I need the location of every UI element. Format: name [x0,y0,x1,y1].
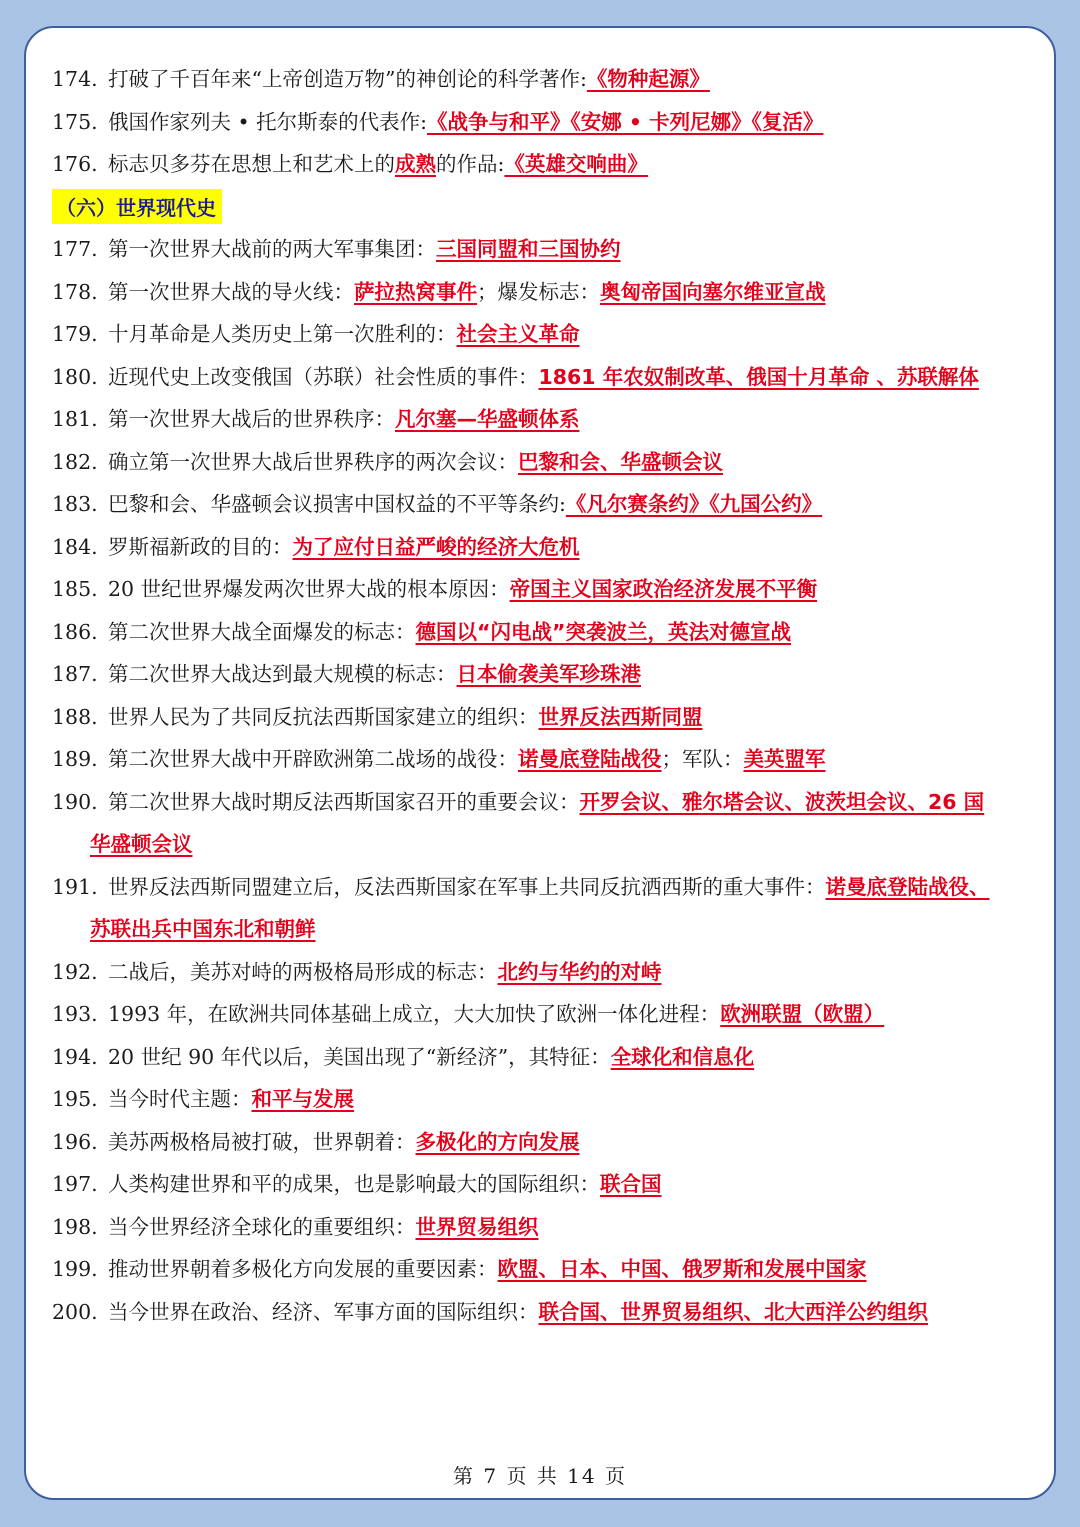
list-item: 195. 当今时代主题：和平与发展 [52,1087,354,1111]
answer-text: 《英雄交响曲》 [504,152,648,176]
question-text: 1993 年，在欧洲共同体基础上成立，大大加快了欧洲一体化进程： [108,1002,721,1026]
list-item: 193. 1993 年，在欧洲共同体基础上成立，大大加快了欧洲一体化进程：欧洲联盟（欧盟） [52,1002,885,1026]
list-item: 174. 打破了千百年来“上帝创造万物”的神创论的科学著作:《物种起源》 [52,67,710,91]
question-text: 确立第一次世界大战后世界秩序的两次会议： [108,449,518,474]
answer-text: 德国以“闪电战”突袭波兰，英法对德宣战 [415,619,791,644]
list-item: 182. 确立第一次世界大战后世界秩序的两次会议：巴黎和会、华盛顿会议 [52,449,723,474]
question-text: 美苏两极格局被打破，世界朝着： [108,1129,416,1154]
list-item: 200. 当今世界在政治、经济、军事方面的国际组织：联合国、世界贸易组织、北大西洋公约组织 [52,1299,928,1324]
question-text: 第二次世界大战全面爆发的标志： [108,619,416,644]
answer-text: 社会主义革命 [456,322,580,346]
answer-text: 奥匈帝国向塞尔维亚宣战 [600,279,826,304]
content-list [52,58,1042,1333]
question-text: 巴黎和会、华盛顿会议损害中国权益的不平等条约: [108,492,566,516]
answer-text: 开罗会议、雅尔塔会议、波茨坦会议、26 国 [579,789,985,814]
answer-text: 和平与发展 [251,1087,354,1111]
list-item: 192. 二战后，美苏对峙的两极格局形成的标志：北约与华约的对峙 [52,959,662,984]
answer-text: 萨拉热窝事件 [354,279,477,304]
answer-text: 帝国主义国家政治经济发展不平衡 [509,577,818,601]
answer-text: 《战争与和平》《安娜 • 卡列尼娜》《复活》 [427,109,824,134]
list-item-continuation [52,823,1042,866]
answer-text: 日本偷袭美军珍珠港 [456,662,641,686]
answer-text: 1861 年农奴制改革、俄国十月革命 、苏联解体 [538,364,979,389]
answer-text: 《凡尔赛条约》《九国公约》 [565,492,823,516]
list-item: 179. 十月革命是人类历史上第一次胜利的：社会主义革命 [52,322,580,346]
answer-text: 多极化的方向发展 [415,1129,580,1154]
list-item: 183. 巴黎和会、华盛顿会议损害中国权益的不平等条约:《凡尔赛条约》《九国公约》 [52,492,823,516]
list-item: 177. 第一次世界大战前的两大军事集团：三国同盟和三国协约 [52,237,621,261]
answer-text: 华盛顿会议 [90,832,193,856]
list-item-continuation [52,908,1042,951]
highlight-text: 成熟 [395,152,436,176]
question-text: 标志贝多芬在思想上和艺术上的 [108,152,395,176]
list-item: 176. 标志贝多芬在思想上和艺术上的成熟的作品:《英雄交响曲》 [52,152,648,176]
question-text: ；军队： [661,747,744,771]
answer-text: 北约与华约的对峙 [497,959,662,984]
question-text: 俄国作家列夫 • 托尔斯泰的代表作: [108,109,428,134]
answer-text: 为了应付日益严峻的经济大危机 [292,534,580,559]
list-item: 180. 近现代史上改变俄国（苏联）社会性质的事件：1861 年农奴制改革、俄国十月革命 、苏联解体 [52,364,979,389]
section-heading-row [52,186,1042,229]
question-text: 当今世界在政治、经济、军事方面的国际组织： [108,1299,539,1324]
question-text: ；爆发标志： [477,279,600,304]
answer-text: 苏联出兵中国东北和朝鲜 [90,917,316,941]
document-page [24,26,1056,1500]
question-text: 世界反法西斯同盟建立后，反法西斯国家在军事上共同反抗洒西斯的重大事件： [108,874,826,899]
list-item: 190. 第二次世界大战时期反法西斯国家召开的重要会议：开罗会议、雅尔塔会议、波茨坦会议、26 国 [52,789,985,814]
answer-text: 世界贸易组织 [415,1214,539,1239]
list-item: 186. 第二次世界大战全面爆发的标志：德国以“闪电战”突袭波兰，英法对德宣战 [52,619,791,644]
list-item: 188. 世界人民为了共同反抗法西斯国家建立的组织：世界反法西斯同盟 [52,704,703,729]
list-item: 191. 世界反法西斯同盟建立后，反法西斯国家在军事上共同反抗洒西斯的重大事件：诺曼底登陆战役、 [52,874,990,899]
answer-text: 巴黎和会、华盛顿会议 [518,449,723,474]
page-footer: 第 7 页 共 14 页 [453,1464,627,1488]
question-text: 第一次世界大战前的两大军事集团： [108,237,436,261]
section-heading: （六）世界现代史 [52,189,222,224]
list-item: 198. 当今世界经济全球化的重要组织：世界贸易组织 [52,1214,539,1239]
question-text: 罗斯福新政的目的： [108,534,293,559]
answer-text: 《物种起源》 [586,67,710,91]
answer-text: 诺曼底登陆战役、 [825,874,990,899]
question-text: 20 世纪世界爆发两次世界大战的根本原因： [108,577,510,601]
list-item: 178. 第一次世界大战的导火线：萨拉热窝事件；爆发标志：奥匈帝国向塞尔维亚宣战 [52,279,826,304]
question-text: 二战后，美苏对峙的两极格局形成的标志： [108,959,498,984]
answer-text: 欧盟、日本、中国、俄罗斯和发展中国家 [497,1257,867,1281]
question-text: 的作品: [436,152,505,176]
question-text: 当今世界经济全球化的重要组织： [108,1214,416,1239]
answer-text: 世界反法西斯同盟 [538,704,703,729]
question-text: 世界人民为了共同反抗法西斯国家建立的组织： [108,704,539,729]
question-text: 第一次世界大战的导火线： [108,279,354,304]
answer-text: 欧洲联盟（欧盟） [720,1002,885,1026]
list-item: 185. 20 世纪世界爆发两次世界大战的根本原因：帝国主义国家政治经济发展不平衡 [52,577,818,601]
answer-text: 全球化和信息化 [610,1044,755,1069]
question-text: 十月革命是人类历史上第一次胜利的： [108,322,457,346]
answer-text: 美英盟军 [743,747,826,771]
question-text: 第二次世界大战时期反法西斯国家召开的重要会议： [108,789,580,814]
list-item: 175. 俄国作家列夫 • 托尔斯泰的代表作:《战争与和平》《安娜 • 卡列尼娜》《复活》 [52,109,824,134]
list-item: 196. 美苏两极格局被打破，世界朝着：多极化的方向发展 [52,1129,580,1154]
list-item: 184. 罗斯福新政的目的：为了应付日益严峻的经济大危机 [52,534,580,559]
answer-text: 三国同盟和三国协约 [436,237,621,261]
question-text: 打破了千百年来“上帝创造万物”的神创论的科学著作: [108,67,587,91]
question-text: 20 世纪 90 年代以后，美国出现了“新经济”，其特征： [108,1044,611,1069]
question-text: 第一次世界大战后的世界秩序： [108,407,395,431]
question-text: 近现代史上改变俄国（苏联）社会性质的事件： [108,364,539,389]
list-item: 189. 第二次世界大战中开辟欧洲第二战场的战役：诺曼底登陆战役；军队：美英盟军 [52,747,826,771]
question-text: 第二次世界大战中开辟欧洲第二战场的战役： [108,747,518,771]
question-text: 当今时代主题： [108,1087,252,1111]
question-text: 人类构建世界和平的成果，也是影响最大的国际组织： [108,1172,600,1196]
list-item: 199. 推动世界朝着多极化方向发展的重要因素：欧盟、日本、中国、俄罗斯和发展中国家 [52,1257,867,1281]
list-item: 181. 第一次世界大战后的世界秩序：凡尔塞—华盛顿体系 [52,407,580,431]
answer-text: 联合国、世界贸易组织、北大西洋公约组织 [538,1299,928,1324]
question-text: 推动世界朝着多极化方向发展的重要因素： [108,1257,498,1281]
question-text: 第二次世界大战达到最大规模的标志： [108,662,457,686]
list-item: 194. 20 世纪 90 年代以后，美国出现了“新经济”，其特征：全球化和信息化 [52,1044,755,1069]
answer-text: 凡尔塞—华盛顿体系 [395,407,580,431]
list-item: 187. 第二次世界大战达到最大规模的标志：日本偷袭美军珍珠港 [52,662,641,686]
list-item: 197. 人类构建世界和平的成果，也是影响最大的国际组织：联合国 [52,1172,662,1196]
answer-text: 联合国 [600,1172,662,1196]
answer-text: 诺曼底登陆战役 [518,747,662,771]
